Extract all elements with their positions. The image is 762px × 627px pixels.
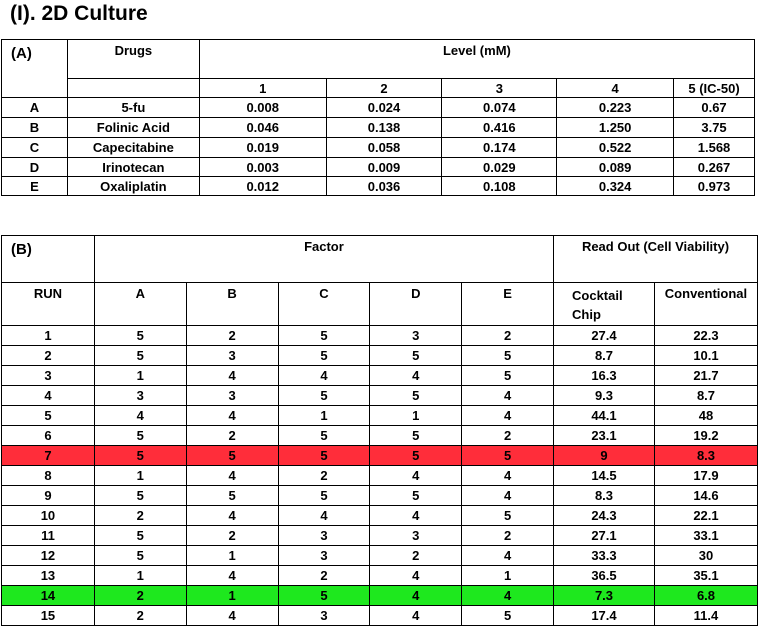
factor-cell: 2	[462, 326, 554, 346]
drug-levels-table	[1, 39, 755, 196]
run-cell: 1	[2, 326, 95, 346]
readout-cell: 48	[654, 406, 757, 426]
readout-cell: 16.3	[554, 366, 655, 386]
factor-cell: 5	[94, 426, 186, 446]
table-row	[2, 546, 758, 566]
readout-header: Read Out (Cell Viability)	[554, 236, 758, 283]
factor-cell: 4	[186, 606, 278, 626]
table-row	[2, 406, 758, 426]
factor-cell: 4	[186, 566, 278, 586]
factor-cell: 4	[462, 466, 554, 486]
factor-cell: 5	[278, 386, 370, 406]
factor-cell: 3	[186, 346, 278, 366]
factor-cell: 4	[278, 506, 370, 526]
table-row	[2, 486, 758, 506]
level-value-cell: 0.67	[674, 98, 755, 118]
readout-cell: 8.7	[554, 346, 655, 366]
factor-cell: 4	[370, 606, 462, 626]
factor-cell: 3	[370, 326, 462, 346]
factor-cell: 4	[370, 586, 462, 606]
factor-cell: 5	[186, 486, 278, 506]
factor-cell: 2	[462, 526, 554, 546]
factor-cell: 5	[370, 346, 462, 366]
table-row	[2, 138, 755, 158]
factor-cell: 4	[462, 386, 554, 406]
run-cell: 3	[2, 366, 95, 386]
level-col-header: 2	[326, 79, 442, 98]
drug-code-cell: C	[2, 138, 68, 158]
drug-name-cell: Folinic Acid	[67, 118, 199, 138]
factor-col-header: C	[278, 283, 370, 326]
factor-cell: 5	[370, 386, 462, 406]
level-value-cell: 0.074	[442, 98, 557, 118]
factor-cell: 1	[186, 586, 278, 606]
drug-name-cell: Oxaliplatin	[67, 177, 199, 196]
level-value-cell: 0.058	[326, 138, 442, 158]
readout-cell: 19.2	[654, 426, 757, 446]
readout-cell: 8.3	[654, 446, 757, 466]
level-value-cell: 0.029	[442, 158, 557, 177]
table-row	[2, 346, 758, 366]
factor-cell: 4	[186, 406, 278, 426]
readout-cell: 11.4	[654, 606, 757, 626]
level-columns-row	[2, 79, 755, 98]
factor-cell: 5	[370, 446, 462, 466]
drug-code-cell: A	[2, 98, 68, 118]
drug-code-cell: E	[2, 177, 68, 196]
table-a-label: (A)	[2, 40, 68, 98]
factor-cell: 5	[94, 446, 186, 466]
factor-cell: 4	[370, 466, 462, 486]
factor-cell: 5	[278, 586, 370, 606]
level-value-cell: 0.089	[557, 158, 674, 177]
factor-cell: 5	[278, 446, 370, 466]
level-value-cell: 0.223	[557, 98, 674, 118]
drug-code-cell: B	[2, 118, 68, 138]
table-row	[2, 566, 758, 586]
factor-cell: 5	[370, 426, 462, 446]
factor-cell: 4	[186, 466, 278, 486]
factor-cell: 4	[462, 586, 554, 606]
readout-cell: 33.3	[554, 546, 655, 566]
factor-cell: 4	[370, 566, 462, 586]
factor-cell: 4	[370, 506, 462, 526]
factor-cell: 5	[370, 486, 462, 506]
factor-cell: 1	[94, 566, 186, 586]
readout-cell: 6.8	[654, 586, 757, 606]
table-row	[2, 466, 758, 486]
run-cell: 6	[2, 426, 95, 446]
readout-cell: 14.6	[654, 486, 757, 506]
level-value-cell: 0.024	[326, 98, 442, 118]
table-row	[2, 606, 758, 626]
factor-cell: 4	[94, 406, 186, 426]
table-row	[2, 586, 758, 606]
table-row	[2, 386, 758, 406]
level-value-cell: 0.003	[199, 158, 326, 177]
table-row	[2, 506, 758, 526]
table-row	[2, 158, 755, 177]
run-cell: 14	[2, 586, 95, 606]
level-col-header: 3	[442, 79, 557, 98]
factor-cell: 3	[278, 546, 370, 566]
factor-cell: 3	[370, 526, 462, 546]
readout-cell: 30	[654, 546, 757, 566]
level-value-cell: 0.324	[557, 177, 674, 196]
run-header: RUN	[2, 283, 95, 326]
factor-cell: 2	[278, 566, 370, 586]
factor-cell: 2	[370, 546, 462, 566]
level-value-cell: 0.174	[442, 138, 557, 158]
readout-cell: 17.9	[654, 466, 757, 486]
factor-header: Factor	[94, 236, 553, 283]
factor-cell: 5	[462, 366, 554, 386]
factor-cell: 1	[278, 406, 370, 426]
readout-col-header: Conventional	[654, 283, 757, 326]
factor-cell: 5	[278, 426, 370, 446]
factor-col-header: E	[462, 283, 554, 326]
level-value-cell: 0.267	[674, 158, 755, 177]
drug-name-cell: Irinotecan	[67, 158, 199, 177]
drug-name-cell: Capecitabine	[67, 138, 199, 158]
level-header: Level (mM)	[199, 40, 754, 79]
level-value-cell: 0.138	[326, 118, 442, 138]
level-value-cell: 0.973	[674, 177, 755, 196]
run-cell: 5	[2, 406, 95, 426]
factor-cell: 1	[94, 466, 186, 486]
table-row	[2, 426, 758, 446]
level-value-cell: 0.019	[199, 138, 326, 158]
factor-cell: 2	[186, 326, 278, 346]
factor-cell: 2	[186, 426, 278, 446]
factor-cell: 5	[186, 446, 278, 466]
readout-cell: 10.1	[654, 346, 757, 366]
readout-cell: 27.1	[554, 526, 655, 546]
factor-cell: 2	[94, 586, 186, 606]
factor-col-header: D	[370, 283, 462, 326]
factor-cell: 2	[186, 526, 278, 546]
factor-cell: 4	[462, 486, 554, 506]
level-value-cell: 3.75	[674, 118, 755, 138]
factor-cell: 2	[462, 426, 554, 446]
table-b-label: (B)	[2, 236, 95, 283]
factor-cell: 5	[94, 326, 186, 346]
level-col-header: 5 (IC-50)	[674, 79, 755, 98]
factor-cell: 5	[94, 346, 186, 366]
level-value-cell: 0.108	[442, 177, 557, 196]
factor-columns-row	[2, 283, 758, 326]
factor-cell: 5	[462, 606, 554, 626]
factor-cell: 5	[94, 486, 186, 506]
level-col-header: 1	[199, 79, 326, 98]
readout-cell: 8.3	[554, 486, 655, 506]
factor-cell: 2	[94, 606, 186, 626]
readout-cell: 23.1	[554, 426, 655, 446]
readout-cell: 24.3	[554, 506, 655, 526]
factor-cell: 4	[186, 506, 278, 526]
factor-cell: 1	[186, 546, 278, 566]
drugs-header: Drugs	[67, 40, 199, 79]
readout-cell: 33.1	[654, 526, 757, 546]
level-value-cell: 1.250	[557, 118, 674, 138]
table-row	[2, 118, 755, 138]
table-row	[2, 446, 758, 466]
factor-cell: 4	[462, 546, 554, 566]
run-cell: 4	[2, 386, 95, 406]
table-b-header-row	[2, 236, 758, 283]
factor-col-header: A	[94, 283, 186, 326]
level-value-cell: 0.522	[557, 138, 674, 158]
run-cell: 8	[2, 466, 95, 486]
factor-cell: 5	[278, 346, 370, 366]
factor-cell: 3	[278, 526, 370, 546]
readout-cell: 9	[554, 446, 655, 466]
run-cell: 9	[2, 486, 95, 506]
factor-cell: 1	[94, 366, 186, 386]
drug-name-cell: 5-fu	[67, 98, 199, 118]
table-row	[2, 98, 755, 118]
readout-cell: 22.1	[654, 506, 757, 526]
run-cell: 7	[2, 446, 95, 466]
factor-cell: 5	[94, 546, 186, 566]
table-row	[2, 326, 758, 346]
level-value-cell: 0.036	[326, 177, 442, 196]
run-cell: 10	[2, 506, 95, 526]
level-value-cell: 0.008	[199, 98, 326, 118]
readout-cell: 14.5	[554, 466, 655, 486]
run-cell: 15	[2, 606, 95, 626]
table-row	[2, 526, 758, 546]
factor-cell: 2	[94, 506, 186, 526]
readout-cell: 9.3	[554, 386, 655, 406]
readout-cell: 35.1	[654, 566, 757, 586]
readout-cell: 27.4	[554, 326, 655, 346]
readout-cell: 22.3	[654, 326, 757, 346]
table-a-header-row	[2, 40, 755, 79]
drug-code-cell: D	[2, 158, 68, 177]
drugs-blank-cell	[67, 79, 199, 98]
readout-cell: 36.5	[554, 566, 655, 586]
factor-cell: 5	[278, 486, 370, 506]
factor-cell: 4	[186, 366, 278, 386]
level-value-cell: 0.416	[442, 118, 557, 138]
readout-cell: 8.7	[654, 386, 757, 406]
factor-col-header: B	[186, 283, 278, 326]
factor-cell: 5	[462, 446, 554, 466]
run-cell: 13	[2, 566, 95, 586]
factor-cell: 1	[370, 406, 462, 426]
factor-cell: 5	[94, 526, 186, 546]
factor-cell: 5	[462, 506, 554, 526]
factor-cell: 3	[278, 606, 370, 626]
factor-cell: 1	[462, 566, 554, 586]
factor-cell: 3	[94, 386, 186, 406]
level-value-cell: 0.012	[199, 177, 326, 196]
readout-cell: 17.4	[554, 606, 655, 626]
readout-cell: 21.7	[654, 366, 757, 386]
factor-cell: 5	[462, 346, 554, 366]
readout-cell: 44.1	[554, 406, 655, 426]
level-value-cell: 0.046	[199, 118, 326, 138]
factor-cell: 2	[278, 466, 370, 486]
page-heading: (I). 2D Culture	[10, 2, 148, 25]
readout-col-header: Cocktail Chip	[554, 283, 655, 326]
factor-cell: 4	[370, 366, 462, 386]
factor-cell: 5	[278, 326, 370, 346]
table-row	[2, 366, 758, 386]
level-value-cell: 0.009	[326, 158, 442, 177]
factor-cell: 3	[186, 386, 278, 406]
readout-cell: 7.3	[554, 586, 655, 606]
level-col-header: 4	[557, 79, 674, 98]
run-cell: 11	[2, 526, 95, 546]
factor-cell: 4	[278, 366, 370, 386]
factor-cell: 4	[462, 406, 554, 426]
runs-table	[1, 235, 758, 626]
level-value-cell: 1.568	[674, 138, 755, 158]
run-cell: 12	[2, 546, 95, 566]
table-row	[2, 177, 755, 196]
run-cell: 2	[2, 346, 95, 366]
